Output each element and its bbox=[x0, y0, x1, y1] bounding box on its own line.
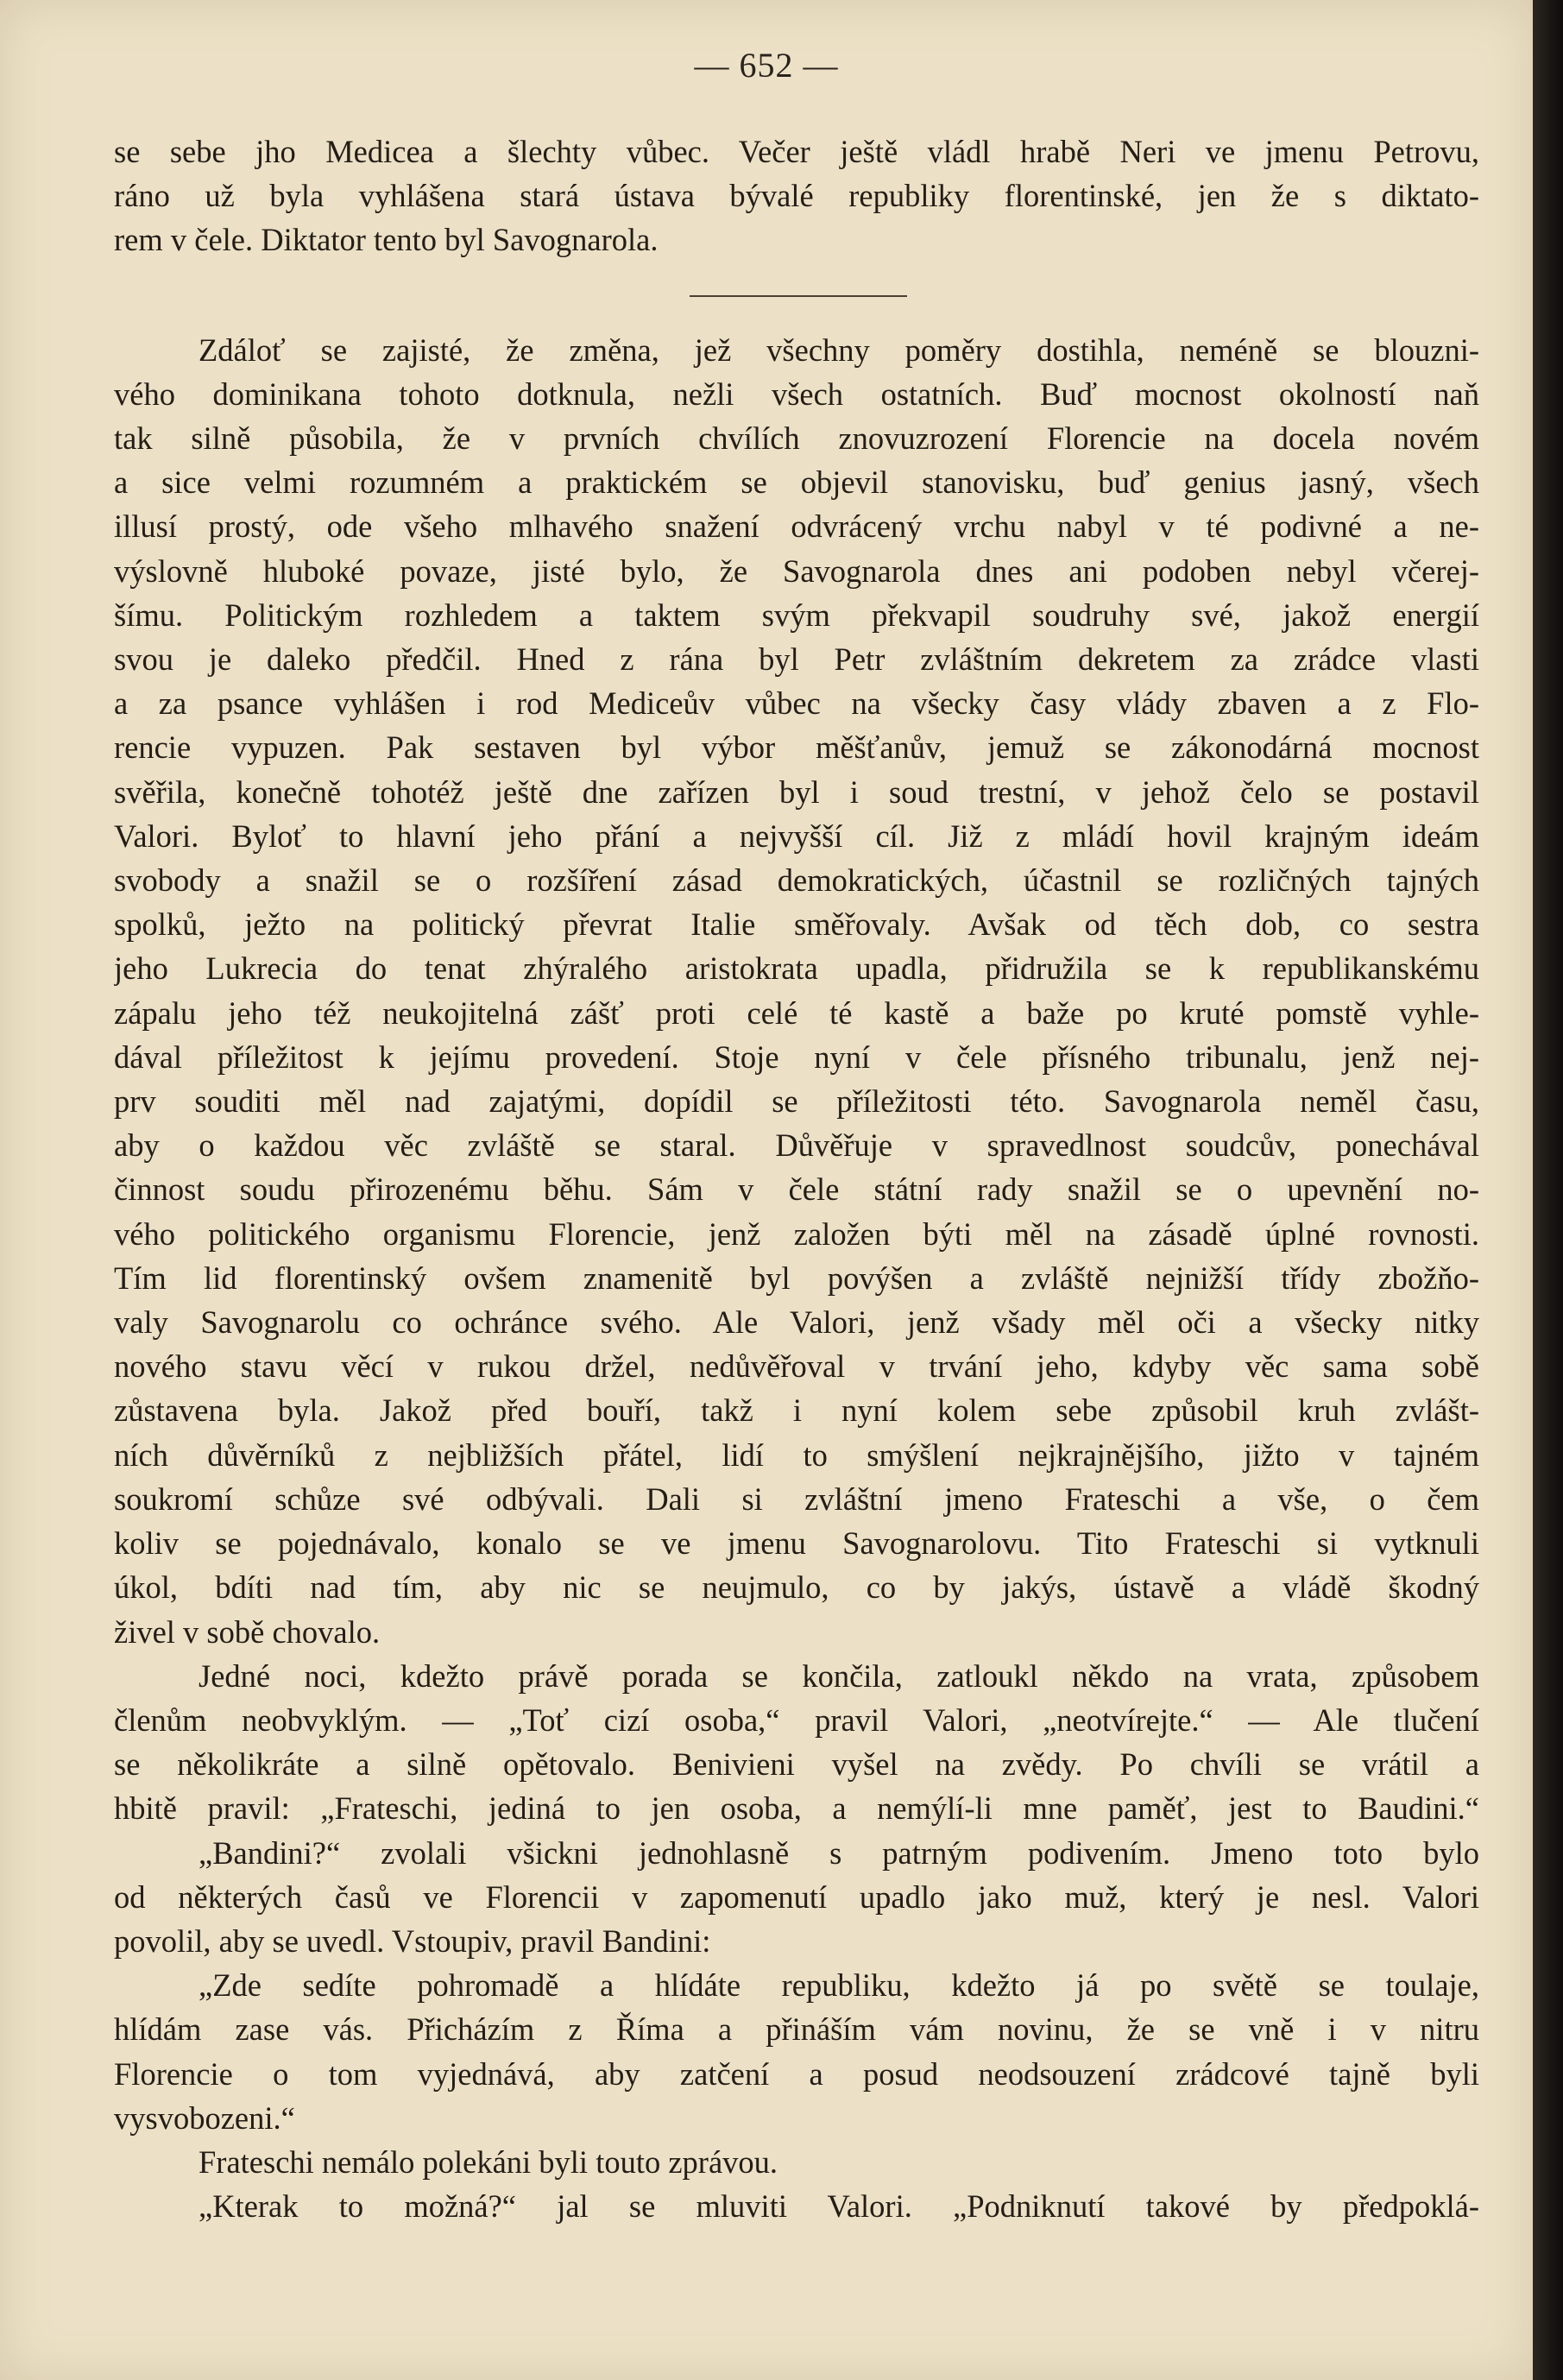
page-number: — 652 — bbox=[694, 46, 839, 85]
text-line: Zdáloť se zajisté, že změna, jež všechny poměry dostihla, neméně se blouzni- bbox=[199, 331, 1479, 368]
section-divider bbox=[690, 295, 907, 297]
text-line: a sice velmi rozumném a praktickém se objevil stanovisku, buď genius jasný, všech bbox=[114, 464, 1479, 501]
text-line: spolků, ježto na politický převrat Italie směřovaly. Avšak od těch dob, co sestra bbox=[114, 906, 1479, 943]
text-line: illusí prostý, ode všeho mlhavého snažení odvrácený vrchu nabyl v té podivné a ne- bbox=[114, 508, 1479, 545]
text-line: zůstavena byla. Jakož před bouří, takž i nyní kolem sebe způsobil kruh zvlášt- bbox=[114, 1392, 1479, 1429]
text-line: činnost soudu přirozenému běhu. Sám v čele státní rady snažil se o upevnění no- bbox=[114, 1171, 1479, 1208]
text-line: jeho Lukrecia do tenat zhýralého aristokrata upadla, přidružila se k republikanskému bbox=[114, 950, 1479, 987]
text-line: aby o každou věc zvláště se staral. Důvěřuje v spravedlnost soudcův, ponechával bbox=[114, 1127, 1479, 1164]
text-line: členům neobvyklým. — „Toť cizí osoba,“ pravil Valori, „neotvírejte.“ — Ale tlučení bbox=[114, 1701, 1479, 1738]
text-line: Valori. Byloť to hlavní jeho přání a nejvyšší cíl. Již z mládí hovil krajným ideám bbox=[114, 818, 1479, 854]
text-line: úkol, bdíti nad tím, aby nic se neujmulo, co by jakýs, ústavě a vládě škodný bbox=[114, 1569, 1479, 1606]
text-line: nového stavu věcí v rukou držel, nedůvěřoval v trvání jeho, kdyby věc sama sobě bbox=[114, 1348, 1479, 1385]
section-divider-row bbox=[114, 262, 1479, 328]
text-line: vého politického organismu Florencie, jenž založen býti měl na zásadě úplné rovnosti. bbox=[114, 1215, 1479, 1252]
text-line: hlídám zase vás. Přicházím z Říma a přináším vám novinu, že se vně i v nitru bbox=[114, 2011, 1479, 2048]
text-line: od některých časů ve Florencii v zapomenutí upadlo jako muž, který je nesl. Valori bbox=[114, 1878, 1479, 1915]
text-line: a za psance vyhlášen i rod Mediceův vůbec na všecky časy vlády zbaven a z Flo- bbox=[114, 685, 1479, 722]
text-line: soukromí schůze své odbývali. Dali si zvláštní jmeno Frateschi a vše, o čem bbox=[114, 1480, 1479, 1517]
text-line: Frateschi nemálo polekáni byli touto zprávou. bbox=[199, 2143, 778, 2180]
text-line: tak silně působila, že v prvních chvílích znovuzrození Florencie na docela novém bbox=[114, 420, 1479, 457]
text-line: Jedné noci, kdežto právě porada se končila, zatloukl někdo na vrata, způsobem bbox=[199, 1657, 1479, 1694]
text-line: valy Savognarolu co ochránce svého. Ale Valori, jenž všady měl oči a všecky nitky bbox=[114, 1304, 1479, 1341]
text-line: dával příležitost k jejímu provedení. Stoje nyní v čele přísného tribunalu, jenž nej- bbox=[114, 1038, 1479, 1075]
text-line: hbitě pravil: „Frateschi, jediná to jen osoba, a nemýlí-li mne paměť, jest to Baudini.“ bbox=[114, 1790, 1479, 1827]
text-line: Tím lid florentinský ovšem znamenitě byl povýšen a zvláště nejnižší třídy zbožňo- bbox=[114, 1259, 1479, 1296]
text-line: zápalu jeho též neukojitelná zášť proti celé té kastě a baže po kruté pomstě vyhle- bbox=[114, 994, 1479, 1031]
text-line: svobody a snažil se o rozšíření zásad demokratických, účastnil se rozličných tajných bbox=[114, 862, 1479, 899]
text-line: rencie vypuzen. Pak sestaven byl výbor měšťanův, jemuž se zákonodárná mocnost bbox=[114, 729, 1479, 766]
text-line: ních důvěrníků z nejbližších přátel, lidí to smýšlení nejkrajnějšího, jižto v tajném bbox=[114, 1436, 1479, 1473]
text-line: se sebe jho Medicea a šlechty vůbec. Večer ještě vládl hrabě Neri ve jmenu Petrovu, bbox=[114, 134, 1479, 169]
text-line: Florencie o tom vyjednává, aby zatčení a posud neodsouzení zrádcové tajně byli bbox=[114, 2055, 1479, 2092]
text-line: svou je daleko předčil. Hned z rána byl Petr zvláštním dekretem za zrádce vlasti bbox=[114, 641, 1479, 678]
text-line: koliv se pojednávalo, konalo se ve jmenu Savognarolovu. Tito Frateschi si vytknuli bbox=[114, 1525, 1479, 1562]
text-line: „Kterak to možná?“ jal se mluviti Valori. „Podniknutí takové by předpoklá- bbox=[199, 2188, 1479, 2225]
text-line: vysvobozeni.“ bbox=[114, 2099, 295, 2136]
page-binding-edge bbox=[1533, 0, 1563, 2380]
text-line: rem v čele. Diktator tento byl Savognarola. bbox=[114, 222, 659, 258]
text-line: šímu. Politickým rozhledem a taktem svým překvapil soudruhy své, jakož energií bbox=[114, 597, 1479, 633]
text-line: povolil, aby se uvedl. Vstoupiv, pravil Bandini: bbox=[114, 1922, 711, 1959]
text-line: „Zde sedíte pohromadě a hlídáte republiku, kdežto já po světě se toulaje, bbox=[199, 1967, 1479, 2004]
page-text bbox=[114, 129, 1479, 2228]
text-line: živel v sobě chovalo. bbox=[114, 1613, 381, 1650]
text-line: „Bandini?“ zvolali všickni jednohlasně s patrným podivením. Jmeno toto bylo bbox=[199, 1834, 1479, 1871]
text-line: prv souditi měl nad zajatými, dopídil se příležitosti této. Savognarola neměl času, bbox=[114, 1083, 1479, 1120]
text-line: výslovně hluboké povaze, jisté bylo, že Savognarola dnes ani podoben nebyl včerej- bbox=[114, 552, 1479, 589]
text-line: ráno už byla vyhlášena stará ústava bývalé republiky florentinské, jen že s diktato- bbox=[114, 178, 1479, 214]
text-line: vého dominikana tohoto dotknula, nežli všech ostatních. Buď mocnost okolností naň bbox=[114, 376, 1479, 412]
text-line: svěřila, konečně tohotéž ještě dne zařízen byl i soud trestní, v jehož čelo se postavil bbox=[114, 773, 1479, 810]
text-line: se několikráte a silně opětovalo. Benivieni vyšel na zvědy. Po chvíli se vrátil a bbox=[114, 1746, 1479, 1783]
